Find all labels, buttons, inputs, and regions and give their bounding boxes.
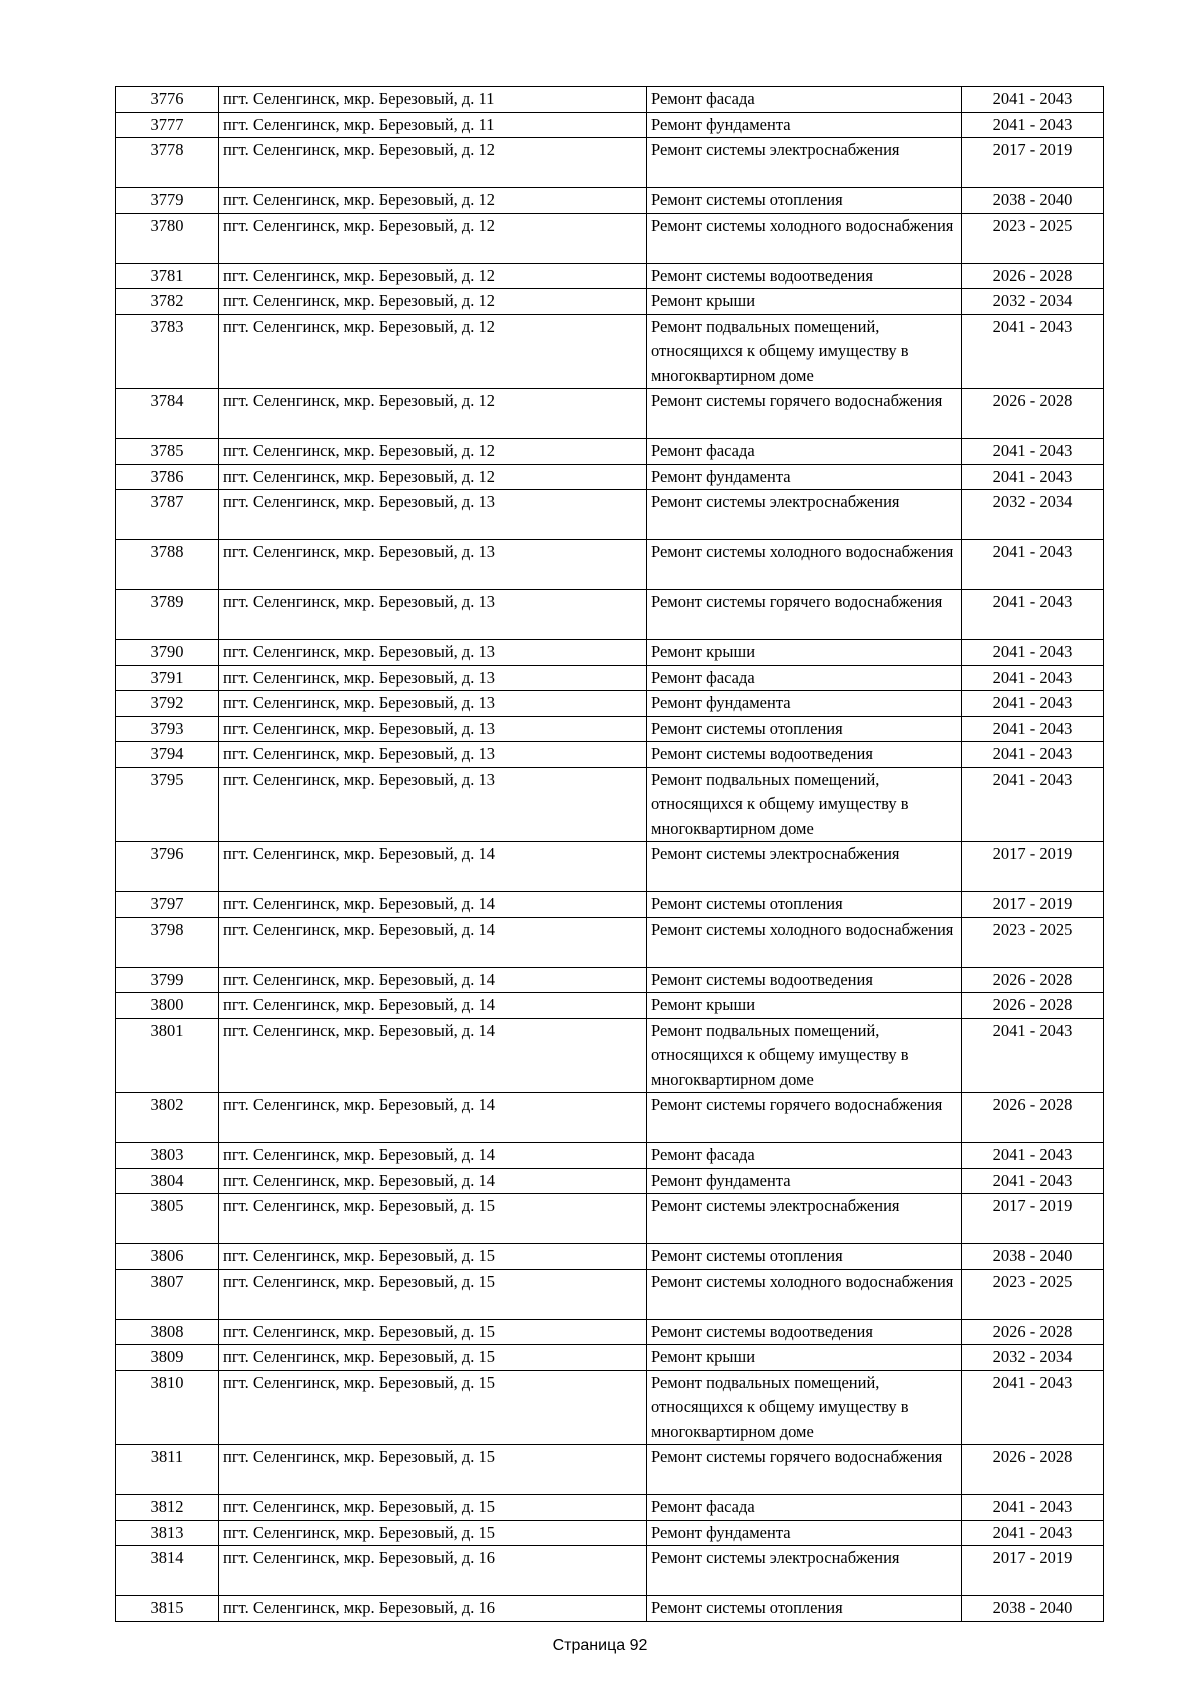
address-cell: пгт. Селенгинск, мкр. Березовый, д. 15 — [219, 1345, 647, 1371]
table-row — [116, 188, 1104, 214]
work-type-cell: Ремонт системы отопления — [647, 1596, 962, 1622]
row-number-cell: 3815 — [116, 1596, 219, 1622]
period-cell: 2041 - 2043 — [962, 640, 1104, 666]
row-number-cell: 3798 — [116, 917, 219, 967]
address-cell: пгт. Селенгинск, мкр. Березовый, д. 13 — [219, 665, 647, 691]
period-cell: 2023 - 2025 — [962, 1269, 1104, 1319]
address-cell: пгт. Селенгинск, мкр. Березовый, д. 14 — [219, 842, 647, 892]
period-cell: 2026 - 2028 — [962, 1093, 1104, 1143]
work-type-cell: Ремонт системы отопления — [647, 892, 962, 918]
table-row — [116, 967, 1104, 993]
row-number-cell: 3786 — [116, 464, 219, 490]
period-cell: 2026 - 2028 — [962, 1445, 1104, 1495]
table-row — [116, 1194, 1104, 1244]
period-cell: 2023 - 2025 — [962, 917, 1104, 967]
period-cell: 2041 - 2043 — [962, 716, 1104, 742]
address-cell: пгт. Селенгинск, мкр. Березовый, д. 11 — [219, 112, 647, 138]
address-cell: пгт. Селенгинск, мкр. Березовый, д. 15 — [219, 1445, 647, 1495]
period-cell: 2041 - 2043 — [962, 1018, 1104, 1093]
period-cell: 2032 - 2034 — [962, 490, 1104, 540]
table-row — [116, 213, 1104, 263]
work-type-cell: Ремонт системы водоотведения — [647, 967, 962, 993]
address-cell: пгт. Селенгинск, мкр. Березовый, д. 14 — [219, 917, 647, 967]
row-number-cell: 3794 — [116, 742, 219, 768]
row-number-cell: 3779 — [116, 188, 219, 214]
address-cell: пгт. Селенгинск, мкр. Березовый, д. 14 — [219, 1093, 647, 1143]
row-number-cell: 3797 — [116, 892, 219, 918]
address-cell: пгт. Селенгинск, мкр. Березовый, д. 12 — [219, 389, 647, 439]
table-row — [116, 665, 1104, 691]
address-cell: пгт. Селенгинск, мкр. Березовый, д. 12 — [219, 213, 647, 263]
work-type-cell: Ремонт системы холодного водоснабжения — [647, 1269, 962, 1319]
period-cell: 2017 - 2019 — [962, 1194, 1104, 1244]
address-cell: пгт. Селенгинск, мкр. Березовый, д. 12 — [219, 188, 647, 214]
page-number: Страница 92 — [552, 1637, 648, 1654]
period-cell: 2041 - 2043 — [962, 742, 1104, 768]
row-number-cell: 3789 — [116, 590, 219, 640]
row-number-cell: 3792 — [116, 691, 219, 717]
address-cell: пгт. Селенгинск, мкр. Березовый, д. 13 — [219, 490, 647, 540]
work-type-cell: Ремонт системы холодного водоснабжения — [647, 213, 962, 263]
period-cell: 2026 - 2028 — [962, 993, 1104, 1019]
work-type-cell: Ремонт системы электроснабжения — [647, 490, 962, 540]
row-number-cell: 3807 — [116, 1269, 219, 1319]
work-type-cell: Ремонт системы отопления — [647, 188, 962, 214]
period-cell: 2032 - 2034 — [962, 1345, 1104, 1371]
address-cell: пгт. Селенгинск, мкр. Березовый, д. 14 — [219, 967, 647, 993]
address-cell: пгт. Селенгинск, мкр. Березовый, д. 15 — [219, 1194, 647, 1244]
address-cell: пгт. Селенгинск, мкр. Березовый, д. 13 — [219, 742, 647, 768]
period-cell: 2041 - 2043 — [962, 439, 1104, 465]
repair-schedule-table — [115, 86, 1104, 1622]
table-row — [116, 1445, 1104, 1495]
row-number-cell: 3814 — [116, 1546, 219, 1596]
table-row — [116, 87, 1104, 113]
work-type-cell: Ремонт подвальных помещений, относящихся к общему имуществу в многоквартирном доме — [647, 314, 962, 389]
work-type-cell: Ремонт системы отопления — [647, 716, 962, 742]
work-type-cell: Ремонт подвальных помещений, относящихся к общему имуществу в многоквартирном доме — [647, 1370, 962, 1445]
row-number-cell: 3785 — [116, 439, 219, 465]
work-type-cell: Ремонт подвальных помещений, относящихся к общему имуществу в многоквартирном доме — [647, 1018, 962, 1093]
work-type-cell: Ремонт системы электроснабжения — [647, 1546, 962, 1596]
period-cell: 2041 - 2043 — [962, 1143, 1104, 1169]
period-cell: 2041 - 2043 — [962, 665, 1104, 691]
period-cell: 2041 - 2043 — [962, 1370, 1104, 1445]
work-type-cell: Ремонт крыши — [647, 1345, 962, 1371]
address-cell: пгт. Селенгинск, мкр. Березовый, д. 15 — [219, 1495, 647, 1521]
row-number-cell: 3806 — [116, 1244, 219, 1270]
table-row — [116, 439, 1104, 465]
row-number-cell: 3790 — [116, 640, 219, 666]
period-cell: 2041 - 2043 — [962, 87, 1104, 113]
address-cell: пгт. Селенгинск, мкр. Березовый, д. 12 — [219, 138, 647, 188]
period-cell: 2041 - 2043 — [962, 1495, 1104, 1521]
row-number-cell: 3803 — [116, 1143, 219, 1169]
address-cell: пгт. Селенгинск, мкр. Березовый, д. 13 — [219, 590, 647, 640]
work-type-cell: Ремонт системы горячего водоснабжения — [647, 1445, 962, 1495]
address-cell: пгт. Селенгинск, мкр. Березовый, д. 14 — [219, 892, 647, 918]
table-row — [116, 590, 1104, 640]
table-row — [116, 1596, 1104, 1622]
row-number-cell: 3799 — [116, 967, 219, 993]
work-type-cell: Ремонт крыши — [647, 640, 962, 666]
row-number-cell: 3783 — [116, 314, 219, 389]
table-row — [116, 112, 1104, 138]
address-cell: пгт. Селенгинск, мкр. Березовый, д. 13 — [219, 540, 647, 590]
period-cell: 2038 - 2040 — [962, 1244, 1104, 1270]
table-row — [116, 490, 1104, 540]
table-row — [116, 691, 1104, 717]
period-cell: 2041 - 2043 — [962, 112, 1104, 138]
table-row — [116, 1370, 1104, 1445]
table-row — [116, 716, 1104, 742]
address-cell: пгт. Селенгинск, мкр. Березовый, д. 15 — [219, 1244, 647, 1270]
period-cell: 2026 - 2028 — [962, 263, 1104, 289]
period-cell: 2026 - 2028 — [962, 389, 1104, 439]
row-number-cell: 3784 — [116, 389, 219, 439]
table-row — [116, 1546, 1104, 1596]
period-cell: 2041 - 2043 — [962, 590, 1104, 640]
table-row — [116, 1143, 1104, 1169]
work-type-cell: Ремонт фундамента — [647, 1520, 962, 1546]
period-cell: 2038 - 2040 — [962, 1596, 1104, 1622]
row-number-cell: 3781 — [116, 263, 219, 289]
address-cell: пгт. Селенгинск, мкр. Березовый, д. 13 — [219, 767, 647, 842]
row-number-cell: 3802 — [116, 1093, 219, 1143]
table-row — [116, 540, 1104, 590]
period-cell: 2041 - 2043 — [962, 1520, 1104, 1546]
address-cell: пгт. Селенгинск, мкр. Березовый, д. 14 — [219, 993, 647, 1019]
work-type-cell: Ремонт фасада — [647, 1143, 962, 1169]
work-type-cell: Ремонт системы горячего водоснабжения — [647, 389, 962, 439]
row-number-cell: 3796 — [116, 842, 219, 892]
row-number-cell: 3810 — [116, 1370, 219, 1445]
address-cell: пгт. Селенгинск, мкр. Березовый, д. 13 — [219, 716, 647, 742]
table-row — [116, 1244, 1104, 1270]
work-type-cell: Ремонт фасада — [647, 665, 962, 691]
work-type-cell: Ремонт фасада — [647, 87, 962, 113]
table-row — [116, 767, 1104, 842]
row-number-cell: 3804 — [116, 1168, 219, 1194]
row-number-cell: 3813 — [116, 1520, 219, 1546]
row-number-cell: 3805 — [116, 1194, 219, 1244]
row-number-cell: 3812 — [116, 1495, 219, 1521]
period-cell: 2026 - 2028 — [962, 967, 1104, 993]
period-cell: 2026 - 2028 — [962, 1319, 1104, 1345]
row-number-cell: 3793 — [116, 716, 219, 742]
work-type-cell: Ремонт системы горячего водоснабжения — [647, 590, 962, 640]
period-cell: 2041 - 2043 — [962, 767, 1104, 842]
table-row — [116, 1168, 1104, 1194]
table-row — [116, 389, 1104, 439]
address-cell: пгт. Селенгинск, мкр. Березовый, д. 12 — [219, 464, 647, 490]
row-number-cell: 3791 — [116, 665, 219, 691]
row-number-cell: 3788 — [116, 540, 219, 590]
period-cell: 2041 - 2043 — [962, 540, 1104, 590]
row-number-cell: 3780 — [116, 213, 219, 263]
row-number-cell: 3787 — [116, 490, 219, 540]
table-body — [116, 87, 1104, 1622]
work-type-cell: Ремонт системы водоотведения — [647, 742, 962, 768]
address-cell: пгт. Селенгинск, мкр. Березовый, д. 12 — [219, 289, 647, 315]
address-cell: пгт. Селенгинск, мкр. Березовый, д. 12 — [219, 314, 647, 389]
table-row — [116, 917, 1104, 967]
address-cell: пгт. Селенгинск, мкр. Березовый, д. 11 — [219, 87, 647, 113]
work-type-cell: Ремонт системы холодного водоснабжения — [647, 540, 962, 590]
table-row — [116, 1018, 1104, 1093]
period-cell: 2041 - 2043 — [962, 691, 1104, 717]
address-cell: пгт. Селенгинск, мкр. Березовый, д. 15 — [219, 1520, 647, 1546]
address-cell: пгт. Селенгинск, мкр. Березовый, д. 14 — [219, 1168, 647, 1194]
table-row — [116, 314, 1104, 389]
row-number-cell: 3777 — [116, 112, 219, 138]
work-type-cell: Ремонт системы электроснабжения — [647, 138, 962, 188]
address-cell: пгт. Селенгинск, мкр. Березовый, д. 16 — [219, 1596, 647, 1622]
address-cell: пгт. Селенгинск, мкр. Березовый, д. 14 — [219, 1143, 647, 1169]
work-type-cell: Ремонт крыши — [647, 993, 962, 1019]
row-number-cell: 3801 — [116, 1018, 219, 1093]
row-number-cell: 3800 — [116, 993, 219, 1019]
work-type-cell: Ремонт системы водоотведения — [647, 1319, 962, 1345]
table-row — [116, 1495, 1104, 1521]
address-cell: пгт. Селенгинск, мкр. Березовый, д. 16 — [219, 1546, 647, 1596]
work-type-cell: Ремонт системы водоотведения — [647, 263, 962, 289]
work-type-cell: Ремонт фундамента — [647, 464, 962, 490]
work-type-cell: Ремонт системы горячего водоснабжения — [647, 1093, 962, 1143]
work-type-cell: Ремонт фасада — [647, 439, 962, 465]
row-number-cell: 3809 — [116, 1345, 219, 1371]
period-cell: 2041 - 2043 — [962, 314, 1104, 389]
work-type-cell: Ремонт фасада — [647, 1495, 962, 1521]
table-row — [116, 289, 1104, 315]
row-number-cell: 3808 — [116, 1319, 219, 1345]
address-cell: пгт. Селенгинск, мкр. Березовый, д. 12 — [219, 439, 647, 465]
address-cell: пгт. Селенгинск, мкр. Березовый, д. 12 — [219, 263, 647, 289]
table-row — [116, 742, 1104, 768]
address-cell: пгт. Селенгинск, мкр. Березовый, д. 15 — [219, 1370, 647, 1445]
work-type-cell: Ремонт фундамента — [647, 1168, 962, 1194]
row-number-cell: 3778 — [116, 138, 219, 188]
table-row — [116, 1345, 1104, 1371]
work-type-cell: Ремонт крыши — [647, 289, 962, 315]
address-cell: пгт. Селенгинск, мкр. Березовый, д. 13 — [219, 640, 647, 666]
period-cell: 2017 - 2019 — [962, 842, 1104, 892]
row-number-cell: 3811 — [116, 1445, 219, 1495]
table-row — [116, 892, 1104, 918]
table-row — [116, 263, 1104, 289]
table-row — [116, 993, 1104, 1019]
row-number-cell: 3782 — [116, 289, 219, 315]
period-cell: 2017 - 2019 — [962, 892, 1104, 918]
period-cell: 2023 - 2025 — [962, 213, 1104, 263]
work-type-cell: Ремонт подвальных помещений, относящихся к общему имуществу в многоквартирном доме — [647, 767, 962, 842]
address-cell: пгт. Селенгинск, мкр. Березовый, д. 15 — [219, 1269, 647, 1319]
table-row — [116, 640, 1104, 666]
row-number-cell: 3795 — [116, 767, 219, 842]
address-cell: пгт. Селенгинск, мкр. Березовый, д. 13 — [219, 691, 647, 717]
table-row — [116, 842, 1104, 892]
row-number-cell: 3776 — [116, 87, 219, 113]
work-type-cell: Ремонт системы электроснабжения — [647, 842, 962, 892]
address-cell: пгт. Селенгинск, мкр. Березовый, д. 15 — [219, 1319, 647, 1345]
period-cell: 2017 - 2019 — [962, 138, 1104, 188]
work-type-cell: Ремонт системы холодного водоснабжения — [647, 917, 962, 967]
table-row — [116, 1319, 1104, 1345]
table-row — [116, 1520, 1104, 1546]
table-row — [116, 1093, 1104, 1143]
work-type-cell: Ремонт фундамента — [647, 691, 962, 717]
work-type-cell: Ремонт системы электроснабжения — [647, 1194, 962, 1244]
table-row — [116, 138, 1104, 188]
period-cell: 2041 - 2043 — [962, 1168, 1104, 1194]
table-row — [116, 464, 1104, 490]
period-cell: 2041 - 2043 — [962, 464, 1104, 490]
period-cell: 2038 - 2040 — [962, 188, 1104, 214]
period-cell: 2032 - 2034 — [962, 289, 1104, 315]
work-type-cell: Ремонт фундамента — [647, 112, 962, 138]
table-row — [116, 1269, 1104, 1319]
address-cell: пгт. Селенгинск, мкр. Березовый, д. 14 — [219, 1018, 647, 1093]
period-cell: 2017 - 2019 — [962, 1546, 1104, 1596]
work-type-cell: Ремонт системы отопления — [647, 1244, 962, 1270]
